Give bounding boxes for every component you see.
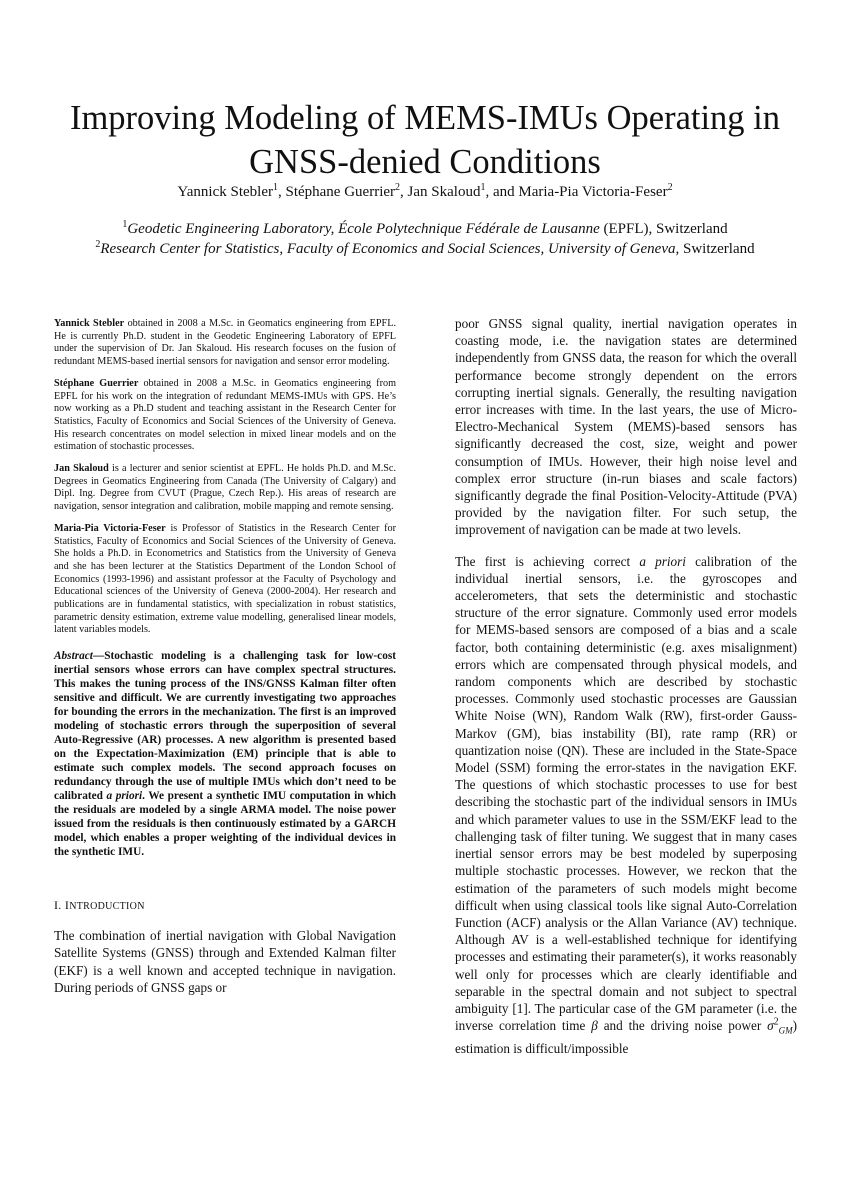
affiliation-line: $^1$Geodetic Engineering Laboratory, École Polytechnique Fédérale de Lausanne (EPFL), Switzerland (122, 219, 728, 237)
math-beta: β (591, 1018, 598, 1034)
math-sigma: σ (767, 1018, 774, 1034)
body-paragraph: The first is achieving correct a priori calibration of the individual inertial sensors, i.e. the gyroscopes and accelerometers, that sets the deterministic and stochastic structure of the error signature. Commonly used error models for MEMS-based sensors are composed of a bias and a scale factor, both containing deterministic (e.g. axes misalignment) errors which are compensated through physical models, and random components which are described by stochastic processes. Commonly used stochastic processes are Gaussian White Noise (WN), Random Walk (RW), first-order Gauss-Markov (GM), bias instability (BI), rate ramp (RR) or quantization noise (QN). These are included in the State-Space Model (SSM) forming the error-states in the navigation EKF. The questions of which stochastic processes to use for best describing the stochastic part of the individual sensors in IMUs and which parameter values to use in the SSM/EKF lead to the challenging task of filter tuning. We suggest that in many cases inertial sensor errors may be best modeled by superposing multiple stochastic processes. However, we reckon that the estimation of the parameters of such models might become difficult when using classical tools like signal Auto-Correlation Function (ACF) analysis or the Allan Variance (AV) technique. Although AV is a well-established technique for identifying processes and estimating their parameter(s), it works reasonably well only for processes which are clearly identifiable and separable in the spectral domain and not subject to spectral ambiguity [1]. The particular case of the GM parameter (i.e. the inverse correlation time β and the driving noise power $\sigma^2_{GM}$) estimation is difficult/impossible (455, 553, 798, 1056)
left-column (54, 318, 396, 996)
author-affiliation-mark: 2 (667, 182, 673, 193)
paper-title: Improving Modeling of MEMS-IMUs Operating in GNSS-denied Conditions (69, 99, 781, 181)
author-name: Maria-Pia Victoria-Feser (518, 184, 668, 200)
author-affiliation-mark: 2 (395, 182, 401, 193)
author-bio: Yannick Stebler obtained in 2008 a M.Sc. in Geomatics engineering from EPFL. He is currently Ph.D. student in the Geodetic Engineering Laboratory of EPFL under the supervision of Dr. Jan Skaloud. His research focuses on the fusion of redundant MEMS-based inertial sensors for navigation and sensor error modeling. (54, 318, 396, 368)
author-affiliation-mark: 1 (480, 182, 486, 193)
abstract: Abstract—Stochastic modeling is a challenging task for low-cost inertial sensors whose errors can have complex spectral structures. This makes the tuning process of the INS/GNSS Kalman filter often sensitive and difficult. We are currently investigating two approaches for bounding the errors in the mechanization. The first is an improved modeling of stochastic errors through the superposition of several Auto-Regressive (AR) processes. A new algorithm is presented based on the Expectation-Maximization (EM) principle that is able to estimate such complex models. The second approach focuses on redundancy through the use of multiple IMUs which don’t need to be calibrated a priori. We present a synthetic IMU computation in which the residuals are modeled by a single ARMA model. The noise power issued from the residuals is then continuously estimated by a GARCH model, which enables a proper weighting of the individual devices in the synthetic IMU. (54, 650, 396, 859)
author-name: Stéphane Guerrier (285, 184, 396, 200)
author-affiliation-mark: 1 (272, 182, 278, 193)
affiliation-list (20, 219, 830, 259)
author-bio: Stéphane Guerrier obtained in 2008 a M.Sc. in Geomatics engineering from EPFL for his work on the integration of redundant MEMS-IMUs with GPS. He’s now working as a Ph.D student and teaching assistant in the Research Center for Statistics, Faculty of Economics and Social Sciences of the University of Geneva. His research concentrates on model selection in mixed linear models and on the estimation of stochastic processes. (54, 377, 396, 453)
author-bio: Maria-Pia Victoria-Feser is Professor of Statistics in the Research Center for Statistics, Faculty of Economics and Social Sciences of the University of Geneva. She holds a Ph.D. in Econometrics and Statistics from the University of Geneva and she has been lecturer at the Statistics Department of the London School of Economics (1993-1996) and assistant professor at the Faculty of Psychology and Educational sciences of the University of Geneva (2000-2004). Her research and publications are in fundamental statistics, with specialization in robust statistics, parametric density estimation, extreme value modelling, generalised linear models, latent variables models. (54, 522, 396, 636)
affiliation-line: $^2$Research Center for Statistics, Faculty of Economics and Social Sciences, University of Geneva, Switzerland (95, 239, 755, 257)
body-paragraph: poor GNSS signal quality, inertial navigation operates in coasting mode, i.e. the navigation states are determined independently from GNSS data, the reason for which the overall performance become strongly dependent on the errors corrupting inertial signals. Generally, the resulting navigation error increases with time. In the last years, the use of Micro-Electro-Mechanical System (MEMS)-based sensors has significantly decreased the cost, size, weight and power consumption of IMUs. However, their high noise level and complex error structure (in-run biases and scale factors) significantly degrade the final Position-Velocity-Attitude (PVA) provided by the navigation filter. For such setup, the improvement of navigation can be made at two levels. (455, 316, 797, 538)
author-name: Jan Skaloud (407, 184, 481, 200)
author-name: Yannick Stebler (177, 184, 273, 200)
author-list: Yannick Stebler$^1$, Stéphane Guerrier$^2$, Jan Skaloud$^1$, and Maria-Pia Victoria-Feser$^2$ (177, 182, 673, 200)
body-paragraph: The combination of inertial navigation with Global Navigation Satellite Systems (GNSS) through and Extended Kalman filter (EKF) is a well known and accepted technique in navigation. During periods of GNSS gaps or (54, 928, 396, 995)
right-column (455, 315, 797, 1057)
author-bio: Jan Skaloud is a lecturer and senior scientist at EPFL. He holds Ph.D. and M.Sc. Degrees in Geomatics Engineering from Canada (The University of Calgary) and Dipl. Ing. Degree from CVUT (Prague, Czech Rep.). His areas of research are navigation, sensor integration and calibration, mobile mapping and remote sensing. (54, 463, 396, 513)
section-heading: I. INTRODUCTION (54, 898, 145, 913)
